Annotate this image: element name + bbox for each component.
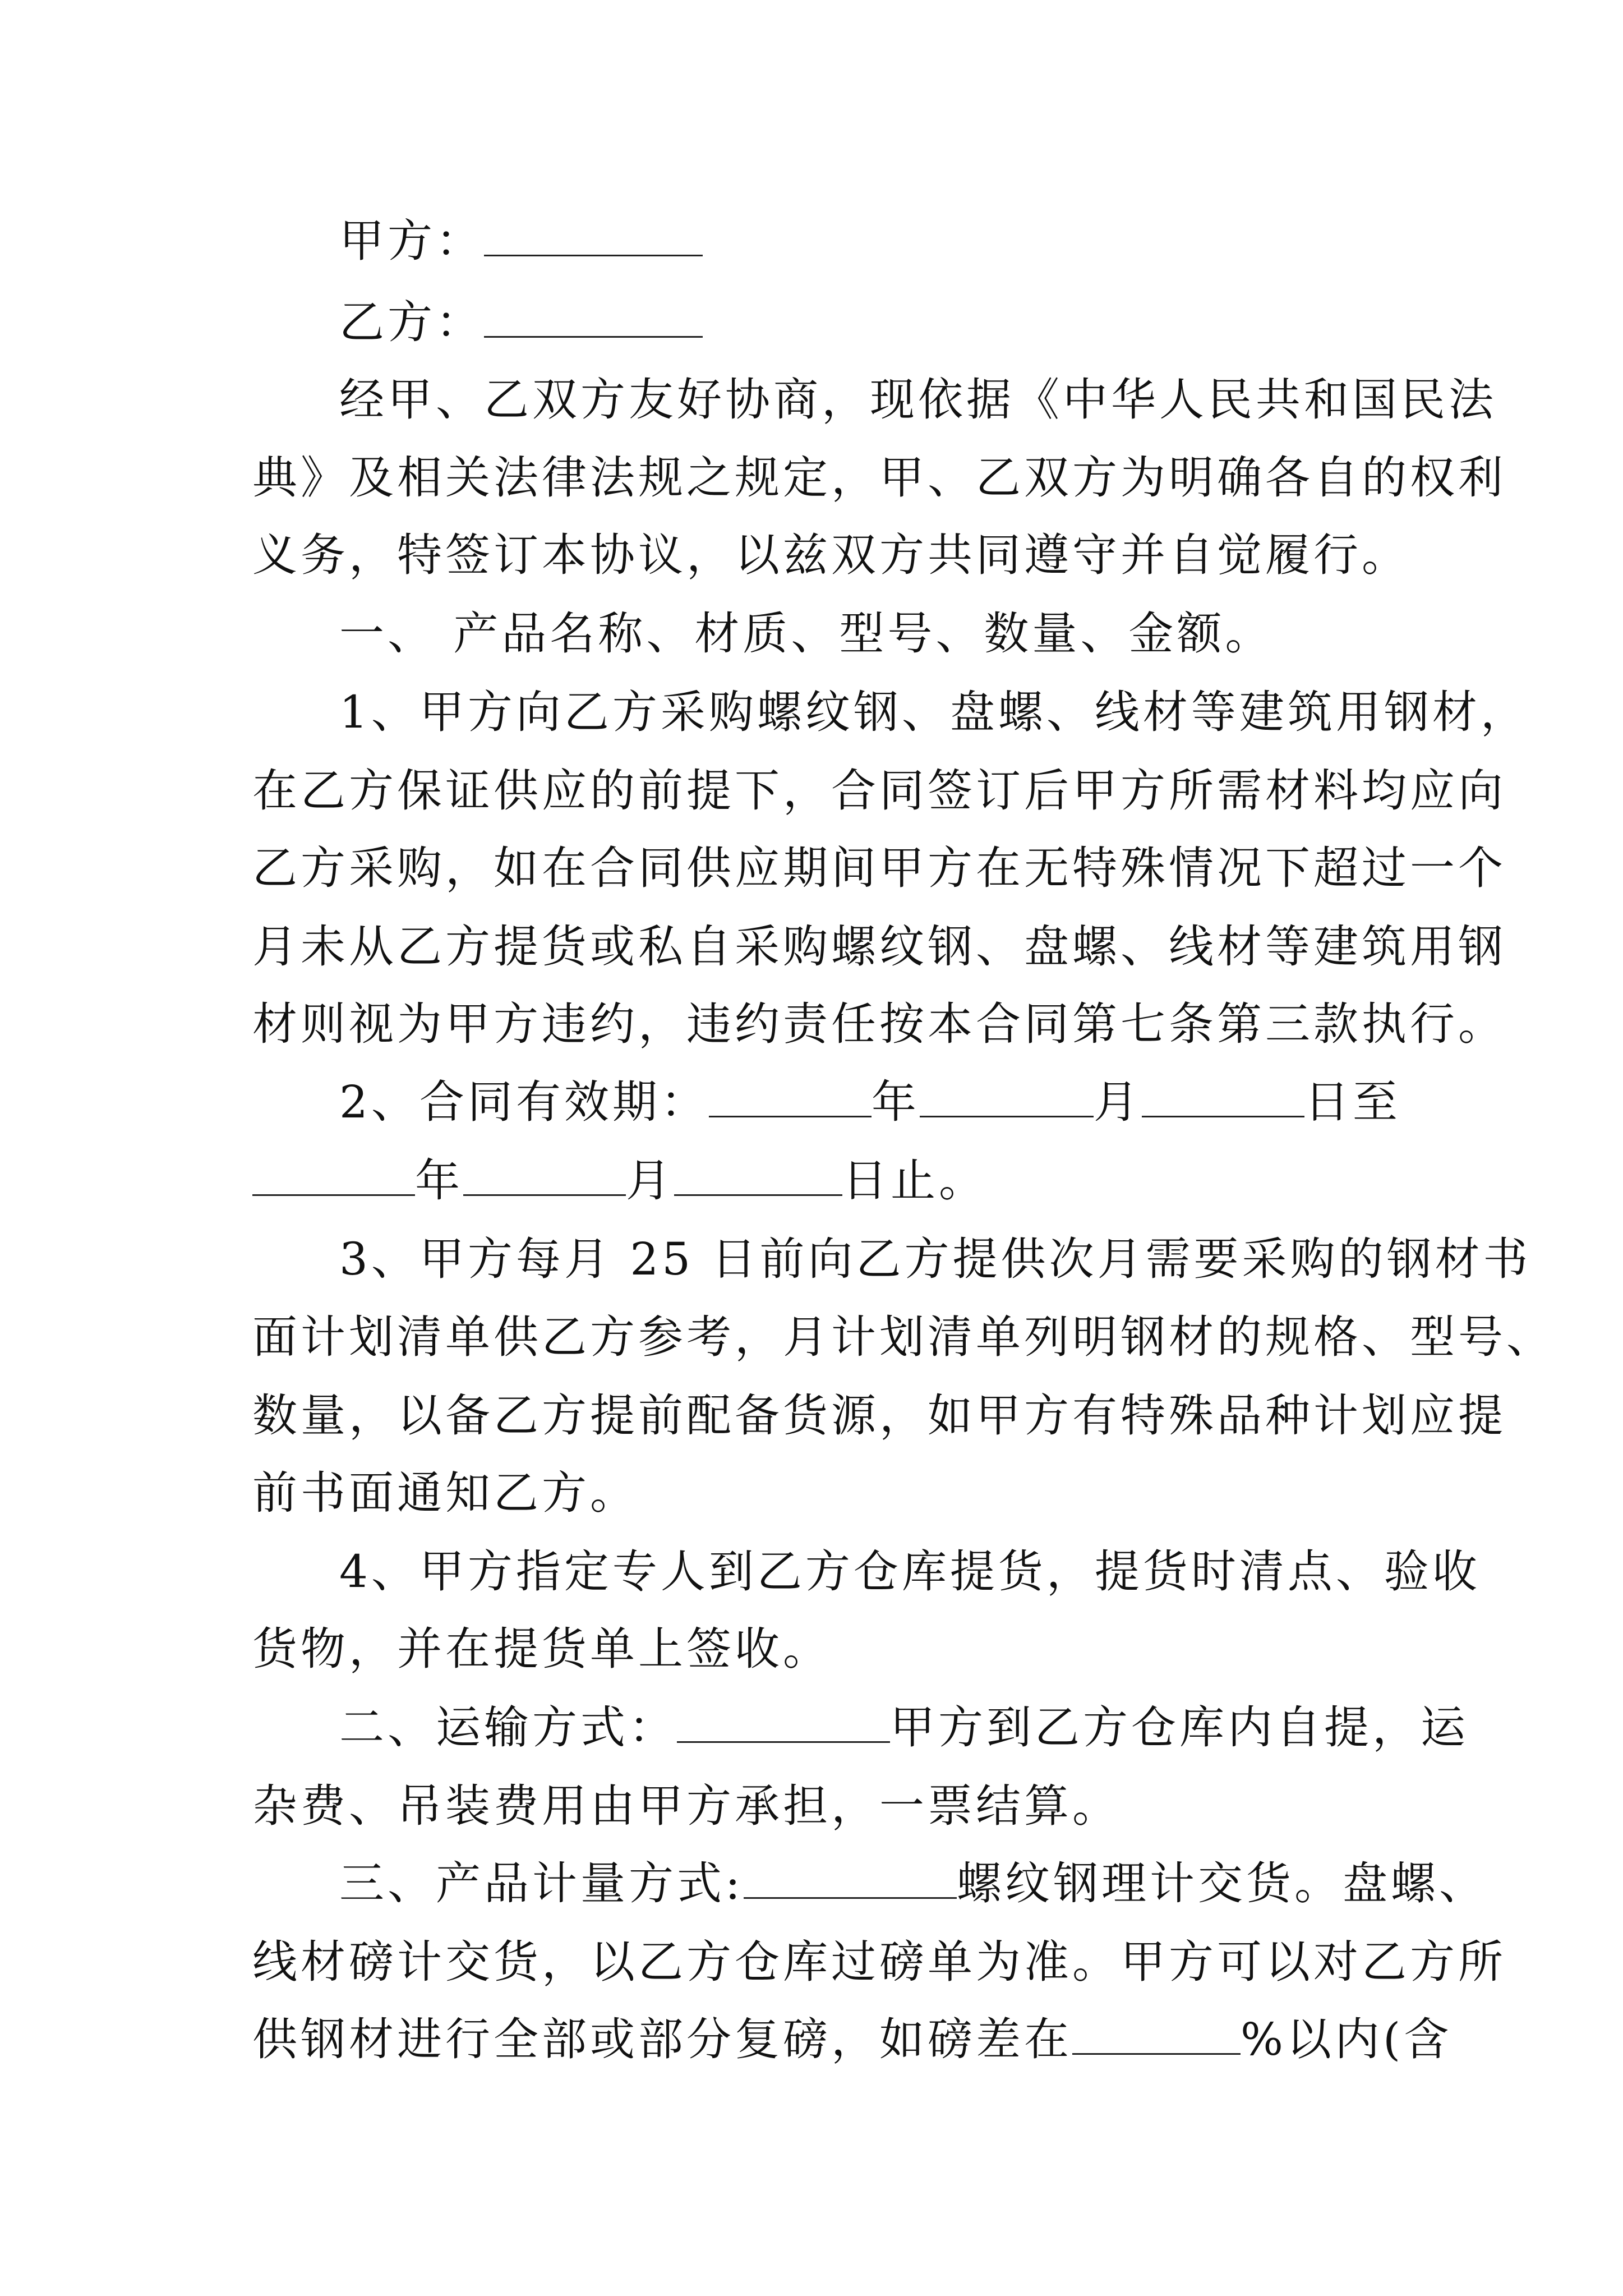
clause-3-line-2: 面计划清单供乙方参考，月计划清单列明钢材的规格、型号、 [252, 1311, 1555, 1363]
section-2-line-2: 杂费、吊装费用由甲方承担，一票结算。 [252, 1780, 1121, 1832]
section-3-line-3-suffix: %以内(含 [1241, 2013, 1453, 2065]
clause-1-line-5: 材则视为甲方违约，违约责任按本合同第七条第三款执行。 [252, 998, 1506, 1050]
clause-4-line-2: 货物，并在提货单上签收。 [252, 1623, 831, 1675]
day-end-label: 日止。 [842, 1154, 987, 1207]
section-3-line-3 [252, 2012, 1453, 2068]
party-b-label: 乙方： [339, 296, 484, 348]
year-label: 年 [415, 1154, 463, 1207]
clause-3-line-3: 数量，以备乙方提前配备货源，如甲方有特殊品种计划应提 [252, 1389, 1506, 1442]
clause-4-line-1: 4、甲方指定专人到乙方仓库提货，提货时清点、验收 [339, 1545, 1481, 1598]
section-3-line-1 [339, 1856, 1487, 1912]
start-day-blank[interactable] [1142, 1076, 1304, 1117]
weight-tolerance-blank[interactable] [1072, 2014, 1241, 2055]
transport-method-blank[interactable] [677, 1702, 890, 1743]
section-2-after: 甲方到乙方仓库内自提，运 [890, 1701, 1469, 1754]
party-a-line [339, 213, 1380, 269]
day-to-label: 日至 [1304, 1076, 1401, 1128]
clause-1-line-1: 1、甲方向乙方采购螺纹钢、盘螺、线材等建筑用钢材， [339, 686, 1529, 738]
intro-line-2: 典》及相关法律法规之规定，甲、乙双方为明确各自的权利 [252, 452, 1506, 504]
intro-line-1: 经甲、乙双方友好协商，现依据《中华人民共和国民法 [339, 374, 1497, 426]
start-year-blank[interactable] [709, 1076, 872, 1117]
year-label: 年 [871, 1076, 920, 1128]
end-day-blank[interactable] [674, 1155, 842, 1196]
clause-1-line-2: 在乙方保证供应的前提下，合同签订后甲方所需材料均应向 [252, 765, 1506, 817]
clause-2-line-1 [339, 1074, 1401, 1130]
section-3-line-3-prefix: 供钢材进行全部或部分复磅，如磅差在 [252, 2013, 1072, 2065]
section-3-prefix: 三、产品计量方式: [339, 1857, 744, 1910]
start-month-blank[interactable] [920, 1076, 1094, 1117]
party-b-blank[interactable] [484, 297, 703, 338]
end-year-blank[interactable] [252, 1155, 415, 1196]
clause-1-line-4: 月未从乙方提货或私自采购螺纹钢、盘螺、线材等建筑用钢 [252, 921, 1506, 973]
month-label: 月 [1093, 1076, 1142, 1128]
clause-3-line-1: 3、甲方每月 25 日前向乙方提供次月需要采购的钢材书 [339, 1233, 1532, 1285]
party-a-blank[interactable] [484, 215, 703, 256]
end-month-blank[interactable] [463, 1155, 626, 1196]
month-label: 月 [626, 1154, 674, 1207]
measurement-method-blank[interactable] [744, 1858, 957, 1899]
section-3-after: 螺纹钢理计交货。盘螺、 [956, 1857, 1487, 1910]
clause-2-prefix: 2、合同有效期： [339, 1076, 709, 1128]
clause-1-line-3: 乙方采购，如在合同供应期间甲方在无特殊情况下超过一个 [252, 842, 1506, 894]
clause-3-line-4: 前书面通知乙方。 [252, 1467, 638, 1519]
section-1-title: 一、 产品名称、材质、型号、数量、金额。 [339, 608, 1274, 660]
section-2-prefix: 二、运输方式： [339, 1701, 677, 1754]
party-b-line [339, 295, 1380, 351]
section-2-line-1 [339, 1700, 1469, 1756]
party-a-label: 甲方： [339, 215, 484, 267]
intro-line-3: 义务，特签订本协议，以兹双方共同遵守并自觉履行。 [252, 529, 1410, 581]
section-3-line-2: 线材磅计交货，以乙方仓库过磅单为准。甲方可以对乙方所 [252, 1936, 1506, 1988]
clause-2-line-2 [252, 1153, 1380, 1209]
